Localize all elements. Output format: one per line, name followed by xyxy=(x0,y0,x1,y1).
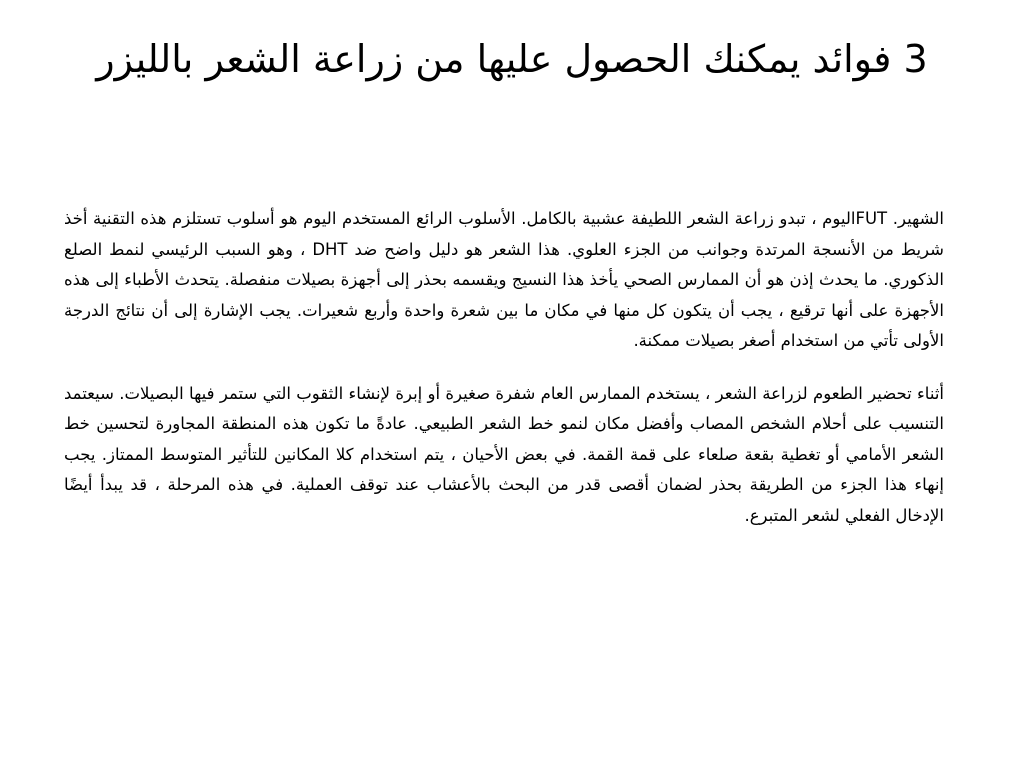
paragraph-graft-preparation: أثناء تحضير الطعوم لزراعة الشعر ، يستخدم الممارس العام شفرة صغيرة أو إبرة لإنشاء الثقوب التي ستمر فيها البصيلات. سيعتمد التنسيب على أحلام الشخص المصاب وأفضل مكان لنمو خط الشعر الطبيعي. عادةً ما تكون هذه المنطقة المجاورة لتحسين خط الشعر الأمامي أو تغطية بقعة صلعاء على قمة القمة. في بعض الأحيان ، يتم استخدام كلا المكانين للتأثير المتوسط الممتاز. يجب إنهاء هذا الجزء من الطريقة بحذر لضمان أقصى قدر من البحث بالأعشاب عند توقف العملية. في هذه المرحلة ، قد يبدأ أيضًا الإدخال الفعلي لشعر المتبرع. xyxy=(64,383,944,525)
slide-body xyxy=(64,204,944,553)
paragraph-fut-technique: الشهير. FUTاليوم ، تبدو زراعة الشعر اللطيفة عشبية بالكامل. الأسلوب الرائع المستخدم اليوم هو أسلوب تستلزم هذه التقنية أخذ شريط من الأنسجة المرتدة وجوانب من الجزء العلوي. هذا الشعر هو دليل واضح ضد DHT ، وهو السبب الرئيسي لنمط الصلع الذكوري. ما يحدث إذن هو أن الممارس الصحي يأخذ هذا النسيج ويقسمه بحذر إلى أجهزة بصيلات منفصلة. يتحدث الأطباء إلى هذه الأجهزة على أنها ترقيع ، يجب أن يتكون كل منها في مكان ما بين شعرة واحدة وأربع شعيرات. يجب الإشارة إلى أن نتائج الدرجة الأولى تأتي من استخدام أصغر بصيلات ممكنة. xyxy=(64,209,944,350)
slide-title: 3 فوائد يمكنك الحصول عليها من زراعة الشعر بالليزر xyxy=(96,37,928,81)
